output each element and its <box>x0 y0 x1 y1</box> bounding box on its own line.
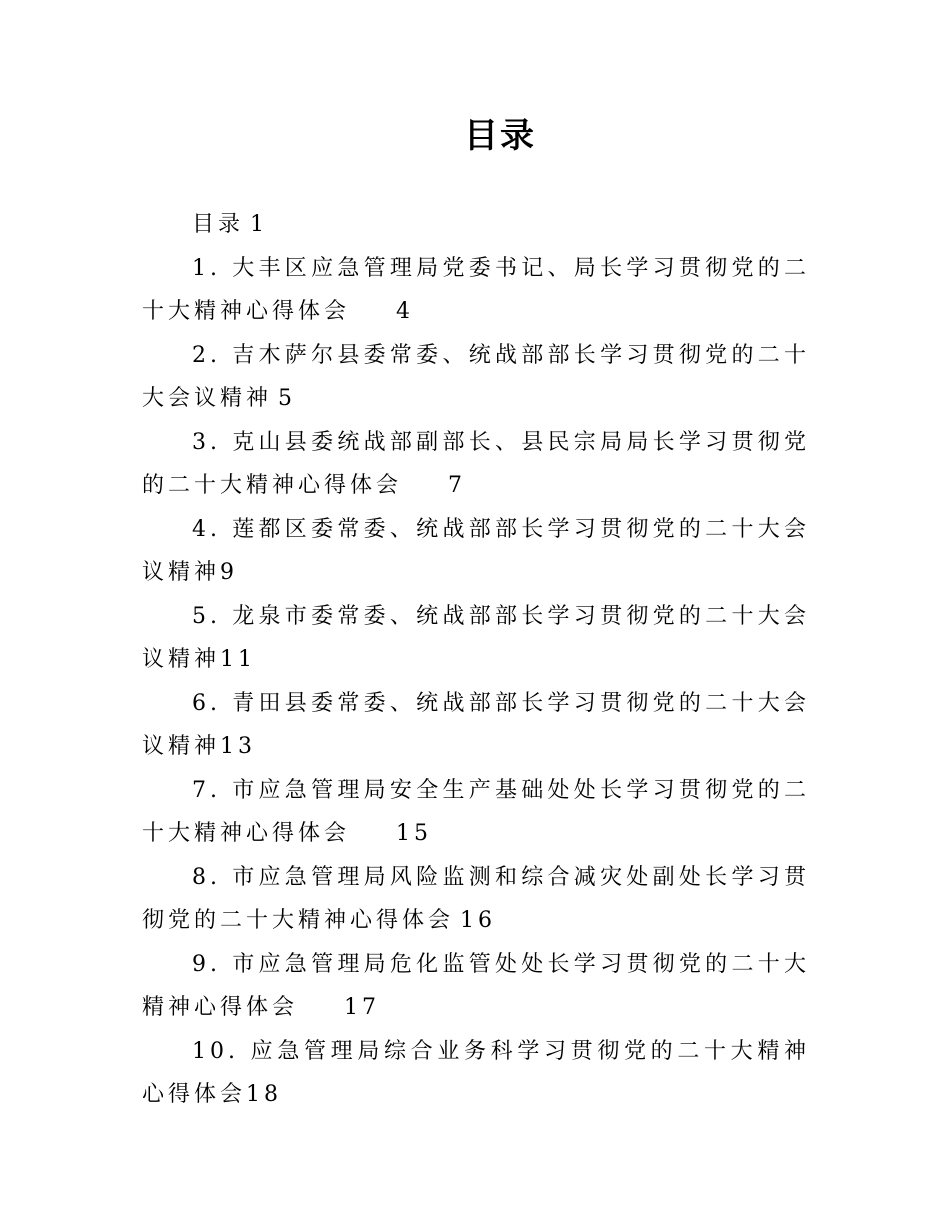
toc-entry-text: 1. 大丰区应急管理局党委书记、局长学习贯彻党的二十大精神心得体会 <box>142 255 810 324</box>
toc-entry-9[interactable] <box>142 943 810 1030</box>
toc-entry-text: 8. 市应急管理局风险监测和综合减灾处副处长学习贯彻党的二十大精神心得体会 <box>142 864 810 933</box>
toc-entry-6[interactable] <box>142 682 810 769</box>
toc-entry-text: 7. 市应急管理局安全生产基础处处长学习贯彻党的二十大精神心得体会 <box>142 777 810 846</box>
toc-entry-5[interactable] <box>142 595 810 682</box>
toc-entry-page: 7 <box>448 473 467 498</box>
table-of-contents <box>142 203 810 1117</box>
toc-entry-1[interactable] <box>142 247 810 334</box>
toc-entry-page: 18 <box>246 1082 283 1107</box>
toc-entry-page: 15 <box>396 821 433 846</box>
toc-entry-page: 17 <box>344 995 381 1020</box>
toc-entry-text: 10. 应急管理局综合业务科学习贯彻党的二十大精神心得体会 <box>142 1038 810 1107</box>
toc-entry-8[interactable] <box>142 856 810 943</box>
toc-entry-0[interactable] <box>142 203 810 247</box>
toc-entry-page: 13 <box>220 734 257 759</box>
toc-entry-text: 5. 龙泉市委常委、统战部部长学习贯彻党的二十大会议精神 <box>142 603 810 672</box>
toc-entry-7[interactable] <box>142 769 810 856</box>
toc-entry-page: 16 <box>460 908 497 933</box>
toc-entry-page: 4 <box>396 299 415 324</box>
toc-entry-10[interactable] <box>142 1030 810 1117</box>
toc-entry-text: 4. 莲都区委常委、统战部部长学习贯彻党的二十大会议精神 <box>142 516 810 585</box>
toc-entry-2[interactable] <box>142 334 810 421</box>
toc-entry-page: 5 <box>278 386 297 411</box>
toc-entry-text: 2. 吉木萨尔县委常委、统战部部长学习贯彻党的二十大会议精神 <box>142 342 810 411</box>
page-title: 目录 <box>464 116 536 156</box>
toc-entry-page: 9 <box>220 560 239 585</box>
toc-entry-page: 1 <box>250 212 269 237</box>
toc-entry-text: 目录 <box>192 212 245 237</box>
toc-entry-text: 3. 克山县委统战部副部长、县民宗局局长学习贯彻党的二十大精神心得体会 <box>142 429 810 498</box>
toc-entry-text: 9. 市应急管理局危化监管处处长学习贯彻党的二十大精神心得体会 <box>142 951 810 1020</box>
toc-entry-text: 6. 青田县委常委、统战部部长学习贯彻党的二十大会议精神 <box>142 690 810 759</box>
toc-entry-page: 11 <box>220 647 257 672</box>
toc-entry-3[interactable] <box>142 421 810 508</box>
toc-entry-4[interactable] <box>142 508 810 595</box>
